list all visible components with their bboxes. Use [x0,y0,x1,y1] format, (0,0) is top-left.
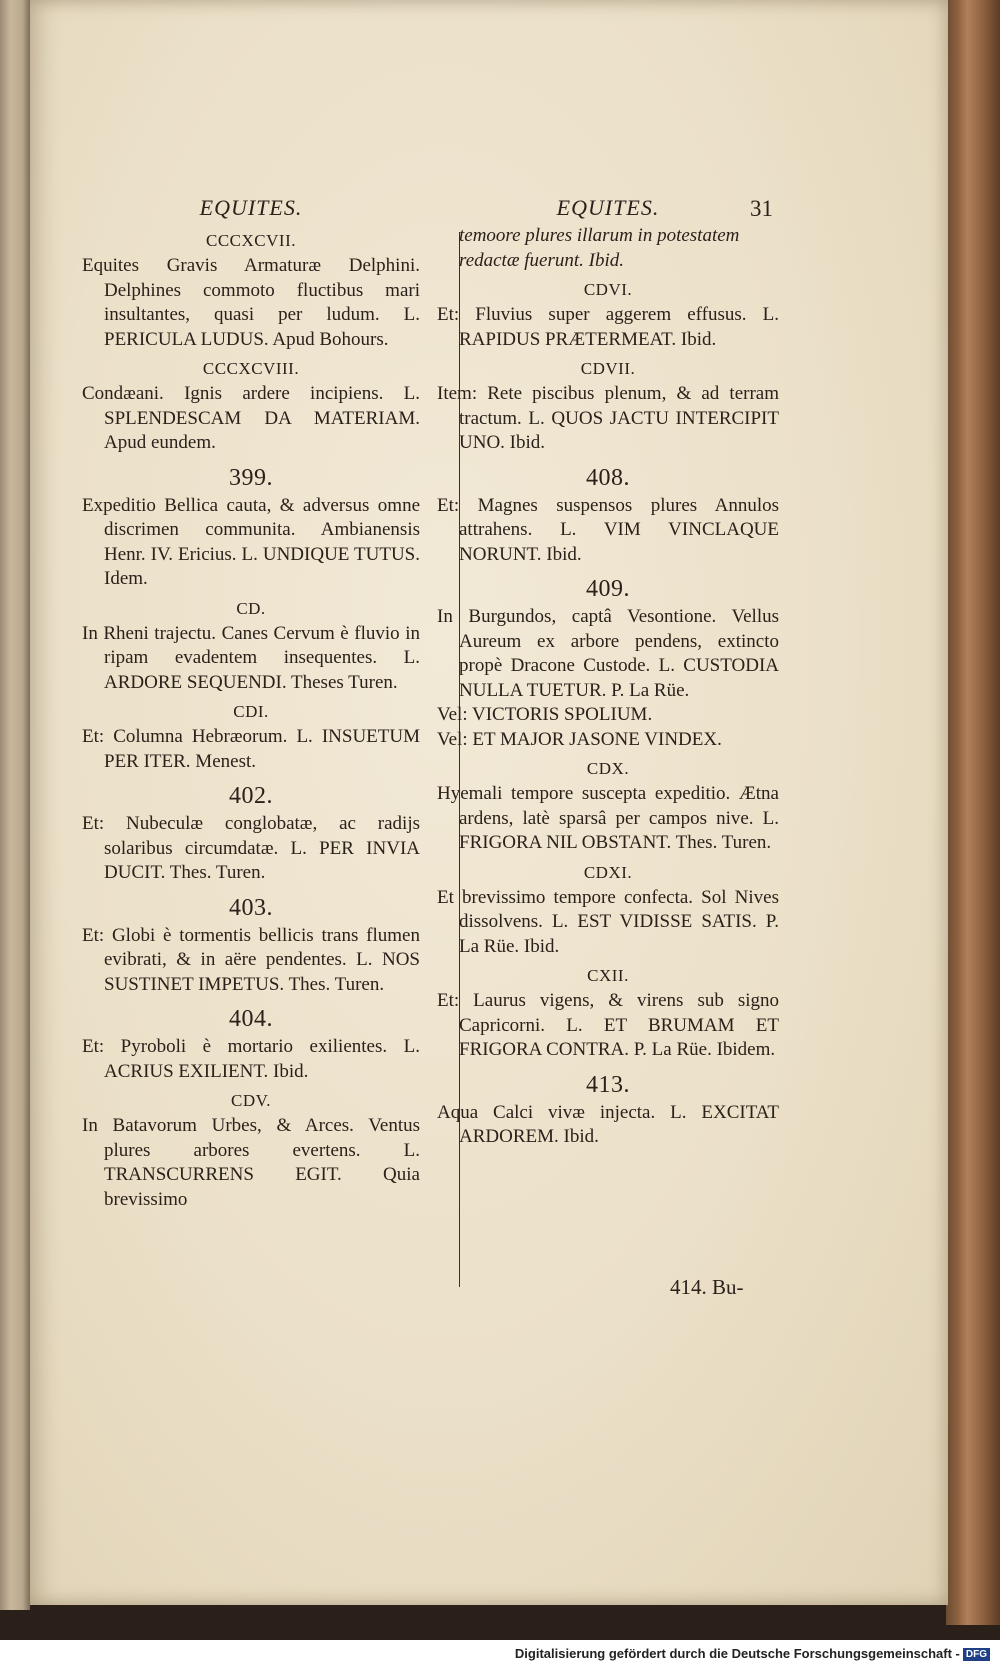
alternate-motto: Vel: ET MAJOR JASONE VINDEX. [437,728,722,750]
entry-number: CDI. [233,702,269,721]
entry-text: Et: Fluvius super aggerem effusus. L. RAPIDUS PRÆTERMEAT. Ibid. [437,304,779,350]
page-number: 31 [750,196,773,221]
entry-number: CD. [236,598,266,618]
alternate-motto: Vel: VICTORIS SPOLIUM. [437,704,653,725]
funding-credit [515,1646,990,1661]
entry-text: In Batavorum Urbes, & Arces. Ventus plures arbores evertens. L. TRANSCURRENS EGIT. Quia brevissimo [82,1115,420,1210]
entry-text: Et: Laurus vigens, & virens sub signo Capricorni. L. ET BRUMAM ET FRIGORA CONTRA. P. La Rüe. Ibidem. [437,990,779,1060]
entry-text: Condæani. Ignis ardere incipiens. L. SPLENDESCAM DA MATERIAM. Apud eundem. [82,383,420,453]
entry-number: 402. [229,783,273,809]
entry-number: 408. [586,464,630,491]
running-head-left: EQUITES. [199,195,303,220]
entry-text: Expeditio Bellica cauta, & adversus omne discrimen communita. Ambianensis Henr. IV. Ericius. L. UNDIQUE TUTUS. Idem. [82,494,420,589]
right-entries [437,279,779,1150]
entry-number: 403. [229,894,273,921]
entry-text: Equites Gravis Armaturæ Delphini. Delphines commoto fluctibus mari insultantes, quasi per ludum. L. PERICULA LUDUS. Apud Bohours. [82,255,420,350]
dfg-logo: DFG [963,1648,990,1661]
entry-number: 404. [229,1006,273,1032]
entry-text: Item: Rete piscibus plenum, & ad terram tractum. L. QUOS JACTU INTERCIPIT UNO. Ibid. [437,383,779,453]
entry-text: Hyemali tempore suscepta expeditio. Ætna ardens, latè sparsâ per campos nive. L. FRIGORA NIL OBSTANT. Thes. Turen. [437,783,779,853]
entry-text: Aqua Calci vivæ injecta. L. EXCITAT ARDOREM. Ibid. [437,1101,779,1147]
digitization-footer [0,1640,1000,1671]
entry-text: Et: Nubeculæ conglobatæ, ac radijs solaribus circumdatæ. L. PER INVIA DUCIT. Thes. Turen. [82,813,420,883]
entry-number: CDX. [586,759,630,778]
entry-text: Et: Globi è tormentis bellicis trans flumen evibrati, & in aëre pendentes. L. NOS SUSTINET IMPETUS. Thes. Turen. [82,924,420,995]
entry-number: 413. [586,1071,630,1098]
entry-text: Et: Columna Hebræorum. L. INSUETUM PER ITER. Menest. [82,726,420,772]
entry-number: CXII. [587,966,629,985]
book-page [30,0,948,1605]
entry-text: In Rheni trajectu. Canes Cervum è fluvio in ripam evadentem insequentes. L. ARDORE SEQUENDI. Theses Turen. [82,622,420,693]
entry-text: Et: Magnes suspensos plures Annulos attrahens. L. VIM VINCLAQUE NORUNT. Ibid. [437,494,779,565]
entry-text: Et: Pyroboli è mortario exilientes. L. ACRIUS EXILIENT. Ibid. [82,1036,420,1082]
entry-number: CCCXCVIII. [202,359,300,378]
entry-number: CDVI. [583,280,633,299]
running-head-right: EQUITES. [556,195,660,220]
entry-number: CDV. [231,1091,271,1110]
entry-number: CDXI. [583,862,633,882]
book-fore-edge [946,0,1000,1625]
entry-text: Et brevissimo tempore confecta. Sol Nives dissolvens. L. EST VIDISSE SATIS. P. La Rüe. Ibid. [437,886,779,957]
catchword: 414. Bu- [670,1275,744,1299]
left-entries [82,230,420,1212]
entry-number: CCCXCVII. [206,231,296,250]
continued-text: temoore plures illarum in potestatem redactæ fuerunt. Ibid. [459,225,740,271]
funding-credit-text: Digitalisierung gefördert durch die Deutsche Forschungsgemeinschaft - [514,1646,960,1661]
entry-number: 399. [229,464,273,491]
entry-text: In Burgundos, captâ Vesontione. Vellus Aureum ex arbore pendens, extincto propè Dracone Custode. L. CUSTODIA NULLA TUETUR. P. La Rüe. [437,606,779,701]
entry-number: 409. [586,576,630,602]
entry-number: CDVII. [580,359,636,378]
facing-page-edge [0,0,30,1610]
left-column [82,192,420,1212]
right-column [437,192,779,1150]
